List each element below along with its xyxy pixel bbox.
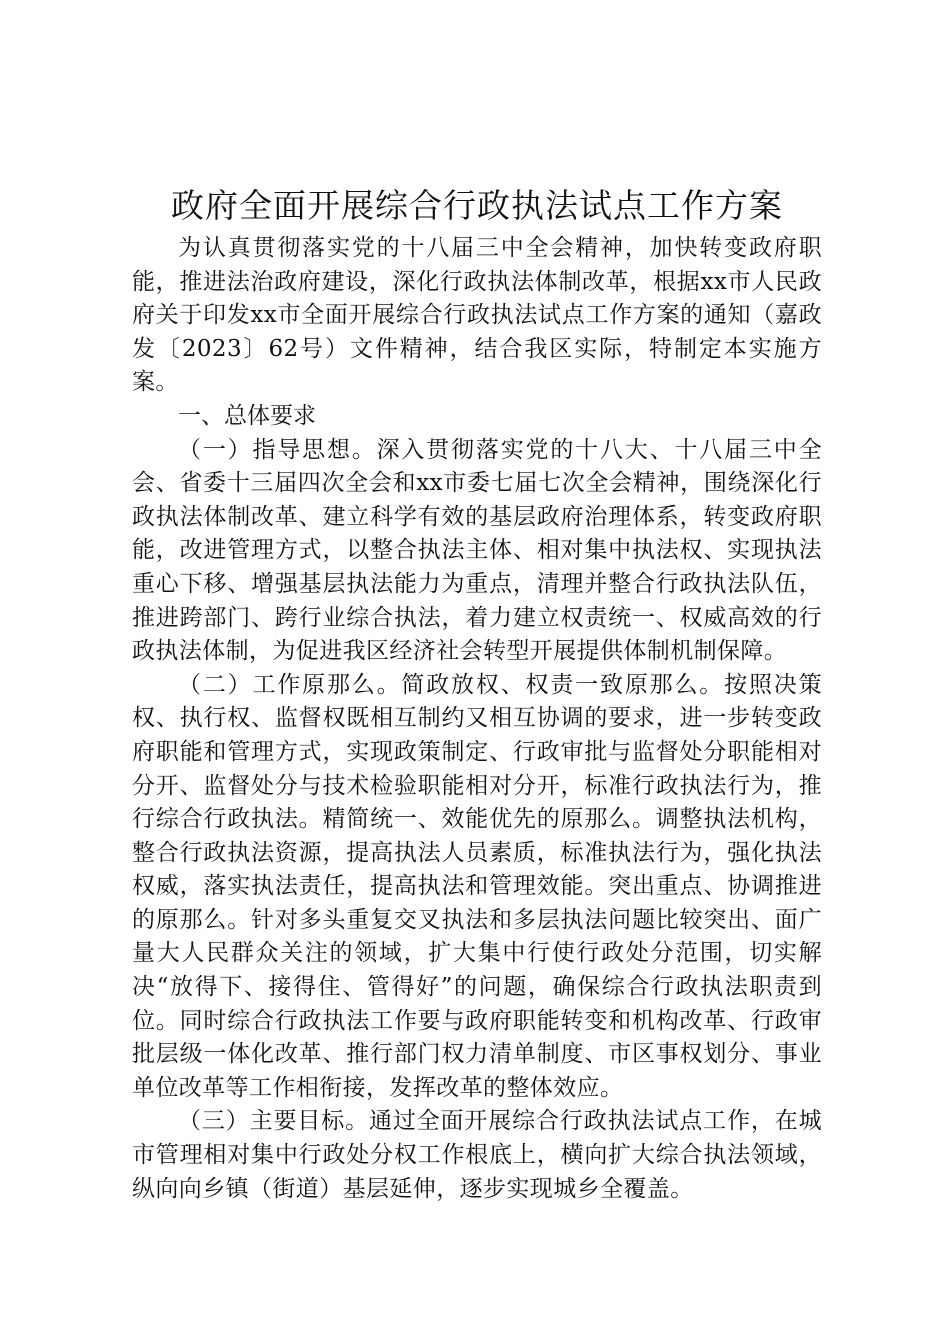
main-goals-paragraph: （三）主要目标。通过全面开展综合行政执法试点工作，在城市管理相对集中行政处分权工作根底上，横向扩大综合执法领域，纵向向乡镇（街道）基层延伸，逐步实现城乡全覆盖。 [132, 1108, 822, 1202]
section-heading: 一、总体要求 [178, 402, 316, 429]
document-title: 政府全面开展综合行政执法试点工作方案 [171, 186, 783, 225]
work-principles-paragraph: （二）工作原那么。简政放权、权责一致原那么。按照决策权、执行权、监督权既相互制约又相互协调的要求，进一步转变政府职能和管理方式，实现政策制定、行政审批与监督处分职能相对分开、监督处分与技术检验职能相对分开，标准行政执法行为，推行综合行政执法。精简统一、效能优先的原那么。调整执法机构，整合行政执法资源，提高执法人员素质，标准执法行为，强化执法权威，落实执法责任，提高执法和管理效能。突出重点、协调推进的原那么。针对多头重复交叉执法和多层执法问题比较突出、面广量大人民群众关注的领域，扩大集中行使行政处分范围，切实解决“放得下、接得住、管得好”的问题，确保综合行政执法职责到位。同时综合行政执法工作要与政府职能转变和机构改革、行政审批层级一体化改革、推行部门权力清单制度、市区事权划分、事业单位改革等工作相衔接，发挥改革的整体效应。 [132, 671, 822, 1101]
document-page [132, 180, 822, 1206]
guiding-thought-paragraph: （一）指导思想。深入贯彻落实党的十八大、十八届三中全会、省委十三届四次全会和xx市委七届七次全会精神，围绕深化行政执法体制改革、建立科学有效的基层政府治理体系，转变政府职能，改进管理方式，以整合执法主体、相对集中执法权、实现执法重心下移、增强基层执法能力为重点，清理并整合行政执法队伍，推进跨部门、跨行业综合执法，着力建立权责统一、权威高效的行政执法体制，为促进我区经济社会转型开展提供体制机制保障。 [132, 436, 822, 665]
intro-paragraph: 为认真贯彻落实党的十八届三中全会精神，加快转变政府职能，推进法治政府建设，深化行政执法体制改革，根据xx市人民政府关于印发xx市全面开展综合行政执法试点工作方案的通知（嘉政发〔2023〕62号）文件精神，结合我区实际，特制定本实施方案。 [132, 235, 822, 396]
